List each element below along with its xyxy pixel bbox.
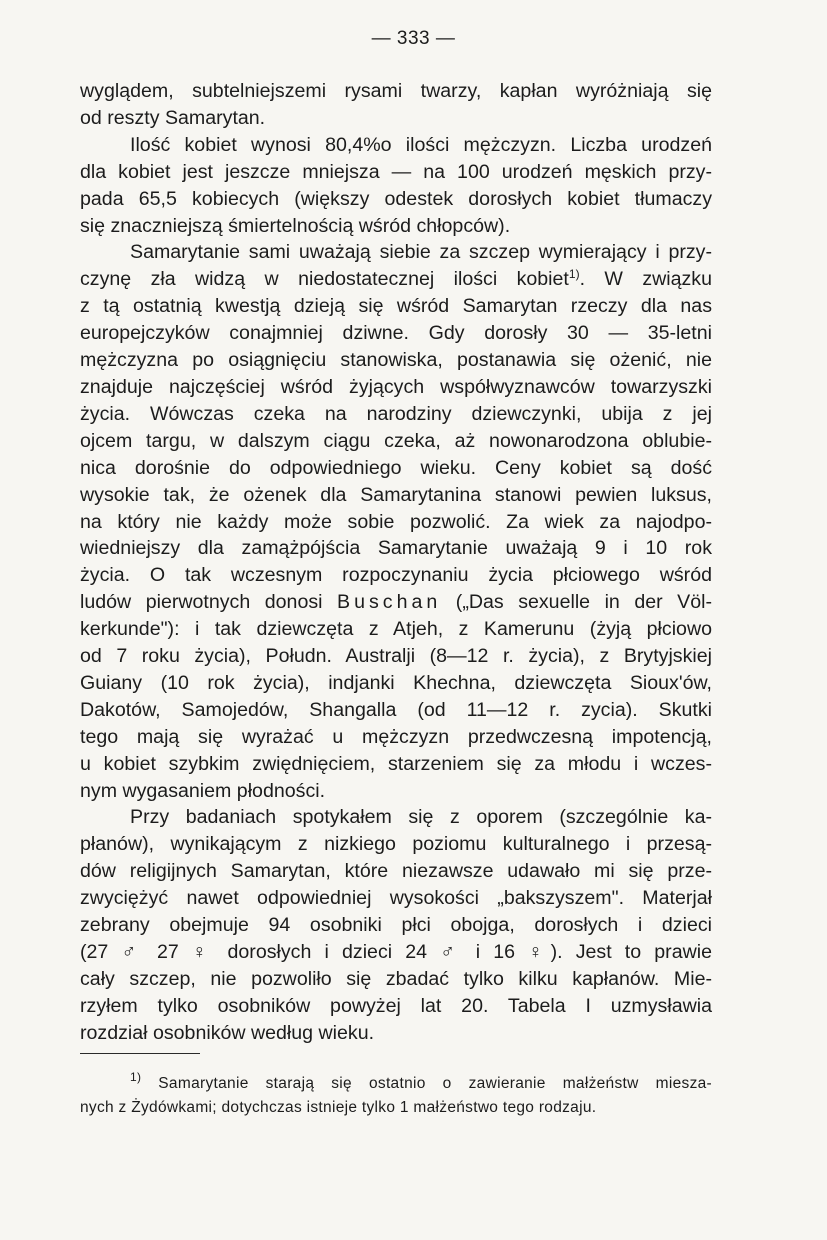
text-line: ojcem targu, w dalszym ciągu czeka, aż nowonarodzona oblubie- [80,429,712,452]
text-line: Dakotów, Samojedów, Shangalla (od 11—12 r. zycia). Skutki [80,698,712,721]
text-line: zebrany obejmuje 94 osobniki płci obojga, dorosłych i dzieci [80,914,712,937]
text-line: dla kobiet jest jeszcze mniejsza — na 100 urodzeń męskich przy- [80,160,712,183]
footnote-line: nych z Żydówkami; dotychczas istnieje tylko 1 małżeństwo tego rodzaju. [80,1099,597,1116]
text-line: wyglądem, subtelniejszemi rysami twarzy, kapłan wyróżniają się [80,80,712,102]
text-line: życia. Wówczas czeka na narodziny dziewczynki, ubija z jej [80,402,712,425]
text-line: płanów), wynikającym z nizkiego poziomu kulturalnego i przesą- [80,833,712,856]
text-line: życia. O tak wczesnym rozpoczynaniu życia płciowego wśród [80,564,712,587]
text-line: zwyciężyć nawet odpowiedniej wysokości „bakszyszem". Materjał [80,887,712,910]
text-line-with-author [80,589,712,616]
text-line: znajduje najczęściej wśród żyjących współwyznawców towarzyszki [80,375,712,398]
text-line: od reszty Samarytan. [80,106,266,129]
text-line: nym wygasaniem płodności. [80,779,326,802]
text-line: wysokie tak, że ożenek dla Samarytanina stanowi pewien luksus, [80,483,712,506]
text-line: mężczyzna po osiągnięciu stanowiska, postanawia się ożenić, nie [80,349,712,372]
text-line: od 7 roku życia), Połudn. Australji (8—12 r. życia), z Brytyjskiej [80,645,712,668]
text-line: rzyłem tylko osobników powyżej lat 20. Tabela I uzmysławia [80,994,712,1017]
text-line: z tą ostatnią kwestją dzieją się wśród Samarytan rzeczy dla nas [80,295,712,318]
text-line: europejczyków conajmniej dziwne. Gdy dorosły 30 — 35-letni [80,322,712,345]
text-fragment: ludów pierwotnych donosi [80,591,323,614]
footnote [80,1072,712,1120]
text-line: u kobiet szybkim zwiędnięciem, starzeniem się za młodu i wczes- [80,752,712,775]
page-number: — 333 — [371,28,456,49]
text-line: Przy badaniach spotykałem się z oporem (szczególnie ka- [130,806,712,829]
text-fragment: W związku [604,268,713,291]
text-line: Samarytanie sami uważają siebie za szczep wymierający i przy- [130,241,712,264]
text-line-with-footnote: czynę zła widzą w niedostatecznej ilości kobiet$^{1)}$. W związku [80,267,713,291]
footnote-line [80,1072,712,1096]
footnote-reference: 1) [568,267,580,282]
text-fragment: czynę zła widzą w niedostatecznej ilości kobiet [80,268,569,291]
text-line: pada 65,5 kobiecych (większy odestek dorosłych kobiet tłumaczy [80,187,712,210]
text-line: nica dorośnie do odpowiedniego wieku. Ceny kobiet są dość [80,456,712,479]
text-line: rozdział osobników według wieku. [80,1021,375,1044]
text-line: Guiany (10 rok życia), indjanki Khechna, dziewczęta Sioux'ów, [80,671,712,694]
text-line: cały szczep, nie pozwoliło się zbadać tylko kilku kapłanów. Mie- [80,967,712,990]
author-name: Buschan [337,591,442,614]
main-text [80,78,712,1047]
text-line: kerkunde"): i tak dziewczęta z Atjeh, z Kamerunu (żyją płciowo [80,618,712,641]
text-line: na który nie każdy może sobie pozwolić. Za wiek za najodpo- [80,510,712,533]
text-fragment: („Das sexuelle in der Völ- [455,591,713,614]
text-line: Ilość kobiet wynosi 80,4%o ilości mężczyzn. Liczba urodzeń [130,133,712,156]
text-line: tego mają się wyrażać u mężczyzn przedwczesną impotencją, [80,725,712,748]
text-line: (27 ♂ 27 ♀ dorosłych i dzieci 24 ♂ i 16 ♀). Jest to prawie [80,941,712,963]
text-line: się znaczniejszą śmiertelnością wśród chłopców). [80,214,511,237]
footnote-divider [80,1053,200,1054]
footnote-text: Samarytanie starają się ostatnio o zawieranie małżeństw miesza- [158,1075,712,1092]
text-line: wiedniejszy dla zamążpójścia Samarytanie uważają 9 i 10 rok [80,537,712,560]
text-line: dów religijnych Samarytan, które niezawsze udawało mi się prze- [80,860,712,883]
footnote-mark: 1) [130,1070,142,1084]
